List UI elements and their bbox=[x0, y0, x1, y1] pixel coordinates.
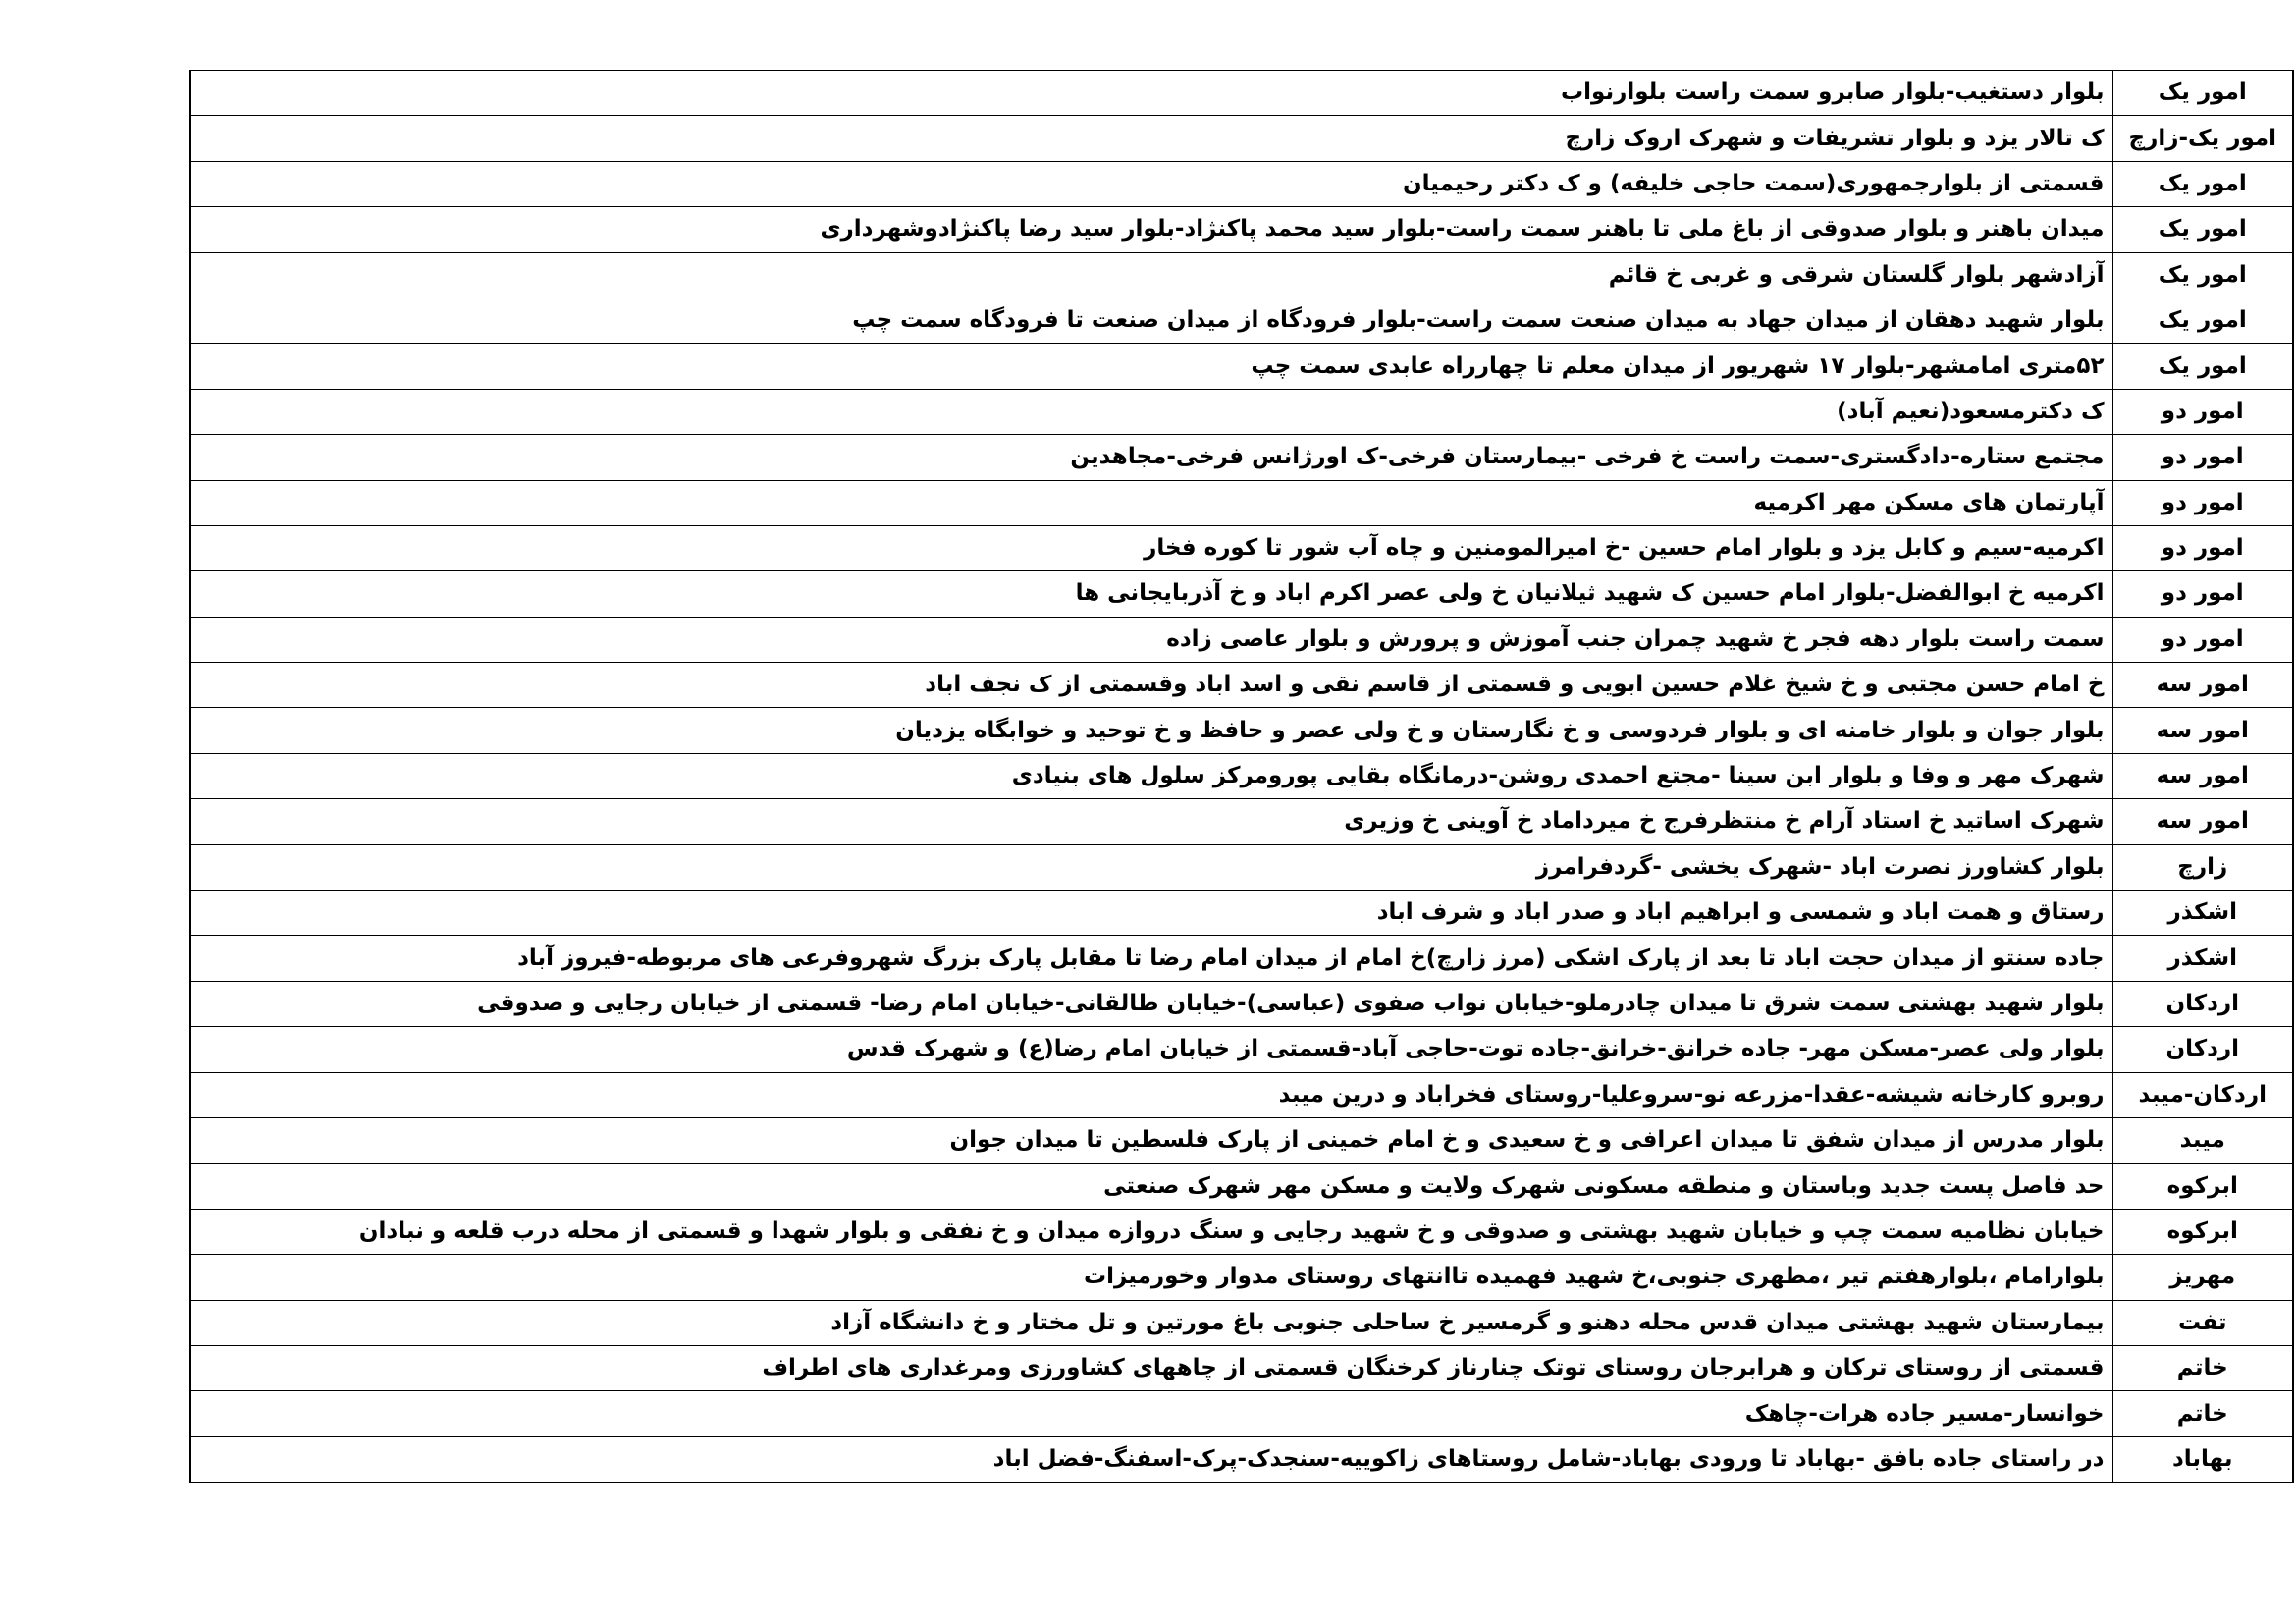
table-row bbox=[190, 344, 2293, 389]
region-cell: ابرکوه bbox=[2112, 1209, 2293, 1254]
area-description-cell: حد فاصل پست جدید وباستان و منطقه مسکونی شهرک ولایت و مسکن مهر شهرک صنعتی bbox=[190, 1164, 2112, 1209]
region-cell: امور سه bbox=[2112, 799, 2293, 844]
area-description-cell: خیابان نظامیه سمت چپ و خیابان شهید بهشتی و صدوقی و خ شهید رجایی و سنگ دروازه میدان و خ نفقی و بلوار شهدا و قسمتی از محله درب قلعه و نبادان bbox=[190, 1209, 2112, 1254]
region-cell: امور سه bbox=[2112, 753, 2293, 798]
region-cell: امور دو bbox=[2112, 525, 2293, 570]
area-description-cell: بلوار دستغیب-بلوار صابرو سمت راست بلوارنواب bbox=[190, 71, 2112, 116]
region-cell: اردکان-میبد bbox=[2112, 1072, 2293, 1117]
region-cell: اردکان bbox=[2112, 981, 2293, 1026]
area-description-cell: بلوار جوان و بلوار خامنه ای و بلوار فردوسی و خ نگارستان و خ ولی عصر و حافظ و خ توحید و خوابگاه یزدیان bbox=[190, 708, 2112, 753]
table-row bbox=[190, 708, 2293, 753]
area-description-cell: جاده سنتو از میدان حجت اباد تا بعد از پارک اشکی (مرز زارچ)خ امام از میدان امام رضا تا مقابل پارک بزرگ شهروفرعی های مربوطه-فیروز آباد bbox=[190, 936, 2112, 981]
table-row bbox=[190, 435, 2293, 480]
table-row bbox=[190, 753, 2293, 798]
area-description-cell: بلوار شهید بهشتی سمت شرق تا میدان چادرملو-خیابان نواب صفوی (عباسی)-خیابان طالقانی-خیابان امام رضا- قسمتی از خیابان رجایی و صدوقی bbox=[190, 981, 2112, 1026]
area-description-cell: آپارتمان های مسکن مهر اکرمیه bbox=[190, 480, 2112, 525]
area-description-cell: اکرمیه خ ابوالفضل-بلوار امام حسین ک شهید ثیلانیان خ ولی عصر اکرم اباد و خ آذربایجانی ها bbox=[190, 571, 2112, 617]
area-description-cell: اکرمیه-سیم و کابل یزد و بلوار امام حسین -خ امیرالمومنین و چاه آب شور تا کوره فخار bbox=[190, 525, 2112, 570]
region-cell: تفت bbox=[2112, 1300, 2293, 1345]
region-cell: امور یک bbox=[2112, 344, 2293, 389]
region-cell: امور یک bbox=[2112, 71, 2293, 116]
region-cell: امور سه bbox=[2112, 663, 2293, 708]
outage-areas-sheet bbox=[189, 70, 2292, 1483]
table-row bbox=[190, 1300, 2293, 1345]
table-row bbox=[190, 1209, 2293, 1254]
area-description-cell: رستاق و همت اباد و شمسی و ابراهیم اباد و صدر اباد و شرف اباد bbox=[190, 891, 2112, 936]
region-cell: زارچ bbox=[2112, 844, 2293, 890]
table-row bbox=[190, 298, 2293, 343]
table-row bbox=[190, 1391, 2293, 1436]
table-row bbox=[190, 891, 2293, 936]
area-description-cell: بلوارامام ،بلوارهفتم تیر ،مطهری جنوبی،خ شهید فهمیده تاانتهای روستای مدوار وخورمیزات bbox=[190, 1255, 2112, 1300]
table-row bbox=[190, 1345, 2293, 1390]
area-description-cell: بلوار کشاورز نصرت اباد -شهرک یخشی -گردفرامرز bbox=[190, 844, 2112, 890]
region-cell: اردکان bbox=[2112, 1027, 2293, 1072]
region-cell: خاتم bbox=[2112, 1345, 2293, 1390]
outage-areas-table bbox=[189, 70, 2294, 1483]
table-row bbox=[190, 936, 2293, 981]
region-cell: خاتم bbox=[2112, 1391, 2293, 1436]
area-description-cell: بلوار شهید دهقان از میدان جهاد به میدان صنعت سمت راست-بلوار فرودگاه از میدان صنعت تا فرودگاه سمت چپ bbox=[190, 298, 2112, 343]
region-cell: امور یک bbox=[2112, 207, 2293, 252]
area-description-cell: بلوار مدرس از میدان شفق تا میدان اعرافی و خ سعیدی و خ امام خمینی از پارک فلسطین تا میدان جوان bbox=[190, 1117, 2112, 1163]
area-description-cell: ک تالار یزد و بلوار تشریفات و شهرک اروک زارچ bbox=[190, 116, 2112, 161]
region-cell: امور یک bbox=[2112, 161, 2293, 206]
table-row bbox=[190, 116, 2293, 161]
table-row bbox=[190, 844, 2293, 890]
table-row bbox=[190, 207, 2293, 252]
area-description-cell: شهرک مهر و وفا و بلوار ابن سینا -مجتع احمدی روشن-درمانگاه بقایی پورومرکز سلول های بنیادی bbox=[190, 753, 2112, 798]
table-row bbox=[190, 981, 2293, 1026]
table-row bbox=[190, 480, 2293, 525]
region-cell: اشکذر bbox=[2112, 891, 2293, 936]
region-cell: امور سه bbox=[2112, 708, 2293, 753]
area-description-cell: مجتمع ستاره-دادگستری-سمت راست خ فرخی -بیمارستان فرخی-ک اورژانس فرخی-مجاهدین bbox=[190, 435, 2112, 480]
area-description-cell: میدان باهنر و بلوار صدوقی از باغ ملی تا باهنر سمت راست-بلوار سید محمد پاکنژاد-بلوار سید رضا پاکنژادوشهرداری bbox=[190, 207, 2112, 252]
table-row bbox=[190, 617, 2293, 662]
region-cell: امور دو bbox=[2112, 435, 2293, 480]
table-row bbox=[190, 1027, 2293, 1072]
region-cell: امور یک bbox=[2112, 298, 2293, 343]
area-description-cell: روبرو کارخانه شیشه-عقدا-مزرعه نو-سروعلیا-روستای فخراباد و درین میبد bbox=[190, 1072, 2112, 1117]
region-cell: ابرکوه bbox=[2112, 1164, 2293, 1209]
region-cell: مهریز bbox=[2112, 1255, 2293, 1300]
table-row bbox=[190, 252, 2293, 298]
area-description-cell: ک دکترمسعود(نعیم آباد) bbox=[190, 389, 2112, 434]
area-description-cell: آزادشهر بلوار گلستان شرقی و غربی خ قائم bbox=[190, 252, 2112, 298]
area-description-cell: خوانسار-مسیر جاده هرات-چاهک bbox=[190, 1391, 2112, 1436]
region-cell: امور دو bbox=[2112, 480, 2293, 525]
table-row bbox=[190, 71, 2293, 116]
table-row bbox=[190, 161, 2293, 206]
table-row bbox=[190, 799, 2293, 844]
table-row bbox=[190, 1164, 2293, 1209]
area-description-cell: خ امام حسن مجتبی و خ شیخ غلام حسین ابویی و قسمتی از قاسم نقی و اسد اباد وقسمتی از ک نجف اباد bbox=[190, 663, 2112, 708]
table-row bbox=[190, 571, 2293, 617]
area-description-cell: بیمارستان شهید بهشتی میدان قدس محله دهنو و گرمسیر خ ساحلی جنوبی باغ مورتین و تل مختار و خ دانشگاه آزاد bbox=[190, 1300, 2112, 1345]
region-cell: اشکذر bbox=[2112, 936, 2293, 981]
region-cell: بهاباد bbox=[2112, 1436, 2293, 1482]
region-cell: امور دو bbox=[2112, 571, 2293, 617]
area-description-cell: قسمتی از بلوارجمهوری(سمت حاجی خلیفه) و ک دکتر رحیمیان bbox=[190, 161, 2112, 206]
area-description-cell: بلوار ولی عصر-مسکن مهر- جاده خرانق-خرانق-جاده توت-حاجی آباد-قسمتی از خیابان امام رضا(ع) و شهرک قدس bbox=[190, 1027, 2112, 1072]
region-cell: میبد bbox=[2112, 1117, 2293, 1163]
table-row bbox=[190, 1255, 2293, 1300]
table-row bbox=[190, 1072, 2293, 1117]
region-cell: امور دو bbox=[2112, 389, 2293, 434]
table-row bbox=[190, 525, 2293, 570]
table-row bbox=[190, 389, 2293, 434]
region-cell: امور دو bbox=[2112, 617, 2293, 662]
table-row bbox=[190, 663, 2293, 708]
region-cell: امور یک bbox=[2112, 252, 2293, 298]
table-row bbox=[190, 1117, 2293, 1163]
area-description-cell: سمت راست بلوار دهه فجر خ شهید چمران جنب آموزش و پرورش و بلوار عاصی زاده bbox=[190, 617, 2112, 662]
region-cell: امور یک-زارچ bbox=[2112, 116, 2293, 161]
area-description-cell: در راستای جاده بافق -بهاباد تا ورودی بهاباد-شامل روستاهای زاکوییه-سنجدک-پرک-اسفنگ-فضل اباد bbox=[190, 1436, 2112, 1482]
area-description-cell: شهرک اساتید خ استاد آرام خ منتظرفرج خ میرداماد خ آوینی خ وزیری bbox=[190, 799, 2112, 844]
table-row bbox=[190, 1436, 2293, 1482]
area-description-cell: قسمتی از روستای ترکان و هرابرجان روستای توتک چنارناز کرخنگان قسمتی از چاههای کشاورزی ومرغداری های اطراف bbox=[190, 1345, 2112, 1390]
table-body bbox=[190, 71, 2293, 1483]
area-description-cell: ۵۲متری امامشهر-بلوار ۱۷ شهریور از میدان معلم تا چهارراه عابدی سمت چپ bbox=[190, 344, 2112, 389]
